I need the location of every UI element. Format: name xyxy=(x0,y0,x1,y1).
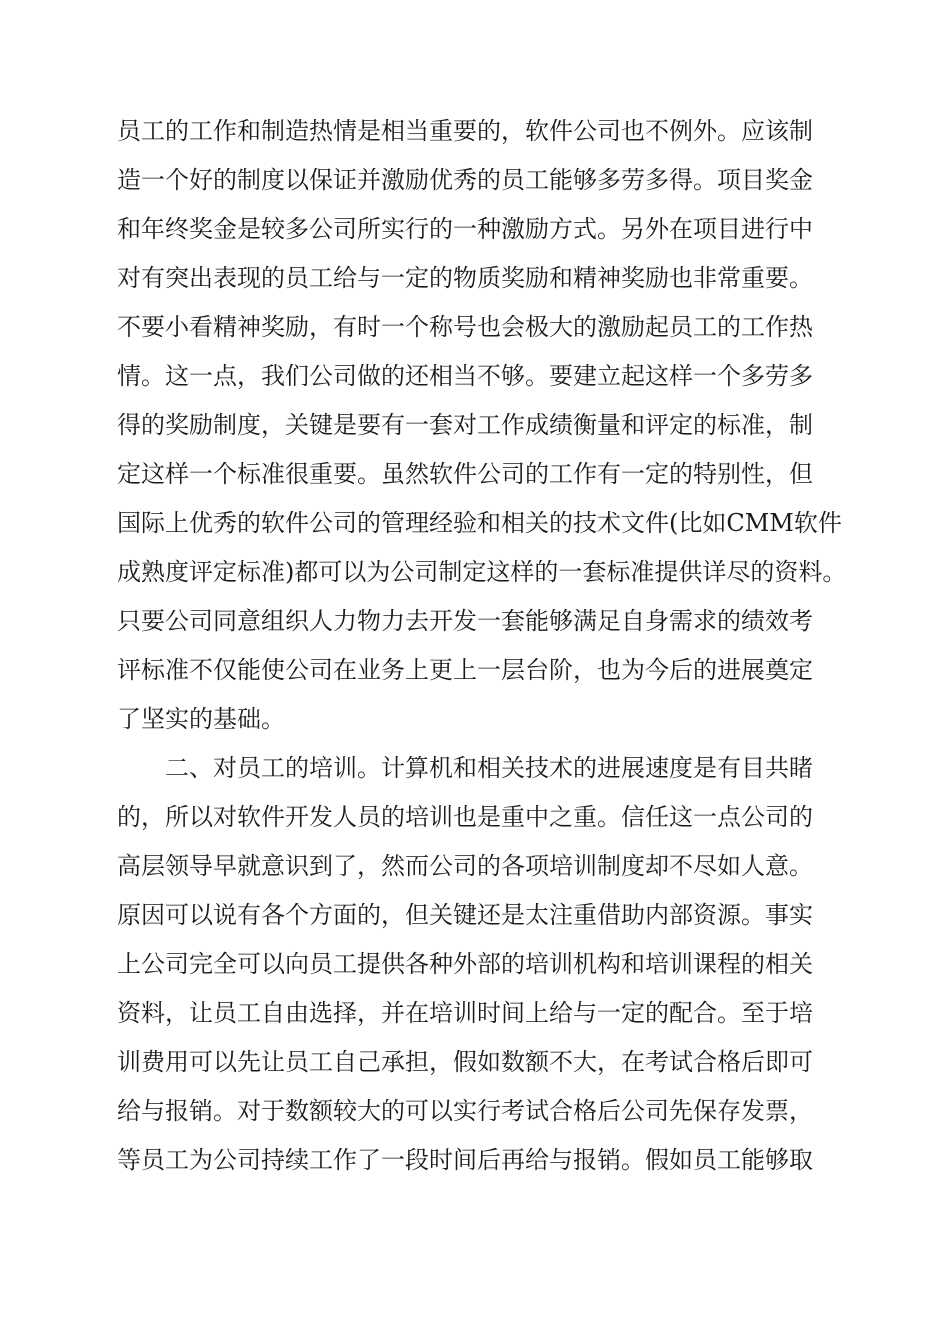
text-line: 训费用可以先让员工自己承担，假如数额不大，在考试合格后即可 xyxy=(117,1048,813,1076)
text-line: 对有突出表现的员工给与一定的物质奖励和精神奖励也非常重要。 xyxy=(117,264,813,292)
text-line: 了坚实的基础。 xyxy=(117,705,285,733)
text-line: 资料，让员工自由选择，并在培训时间上给与一定的配合。至于培 xyxy=(117,999,813,1027)
text-line: 员工的工作和制造热情是相当重要的，软件公司也不例外。应该制 xyxy=(117,117,813,145)
text-line: 的，所以对软件开发人员的培训也是重中之重。信任这一点公司的 xyxy=(117,803,813,831)
text-line: 上公司完全可以向员工提供各种外部的培训机构和培训课程的相关 xyxy=(117,950,813,978)
text-line: 给与报销。对于数额较大的可以实行考试合格后公司先保存发票， xyxy=(117,1097,813,1125)
text-line: 成熟度评定标准)都可以为公司制定这样的一套标准提供详尽的资料。 xyxy=(117,558,847,586)
text-line: 只要公司同意组织人力物力去开发一套能够满足自身需求的绩效考 xyxy=(117,607,813,635)
text-line: 得的奖励制度，关键是要有一套对工作成绩衡量和评定的标准，制 xyxy=(117,411,813,439)
text-line: 情。这一点，我们公司做的还相当不够。要建立起这样一个多劳多 xyxy=(117,362,813,390)
text-line: 定这样一个标准很重要。虽然软件公司的工作有一定的特别性，但 xyxy=(117,460,813,488)
text-line: 国际上优秀的软件公司的管理经验和相关的技术文件(比如CMM软件 xyxy=(117,509,842,537)
text-line: 不要小看精神奖励，有时一个称号也会极大的激励起员工的工作热 xyxy=(117,313,813,341)
text-line: 和年终奖金是较多公司所实行的一种激励方式。另外在项目进行中 xyxy=(117,215,813,243)
text-line: 评标准不仅能使公司在业务上更上一层台阶，也为今后的进展奠定 xyxy=(117,656,813,684)
text-line: 原因可以说有各个方面的，但关键还是太注重借助内部资源。事实 xyxy=(117,901,813,929)
text-line: 等员工为公司持续工作了一段时间后再给与报销。假如员工能够取 xyxy=(117,1146,813,1174)
text-line: 高层领导早就意识到了，然而公司的各项培训制度却不尽如人意。 xyxy=(117,852,813,880)
paragraph-first-line: 二、对员工的培训。计算机和相关技术的进展速度是有目共睹 xyxy=(165,754,813,782)
text-line: 造一个好的制度以保证并激励优秀的员工能够多劳多得。项目奖金 xyxy=(117,166,813,194)
